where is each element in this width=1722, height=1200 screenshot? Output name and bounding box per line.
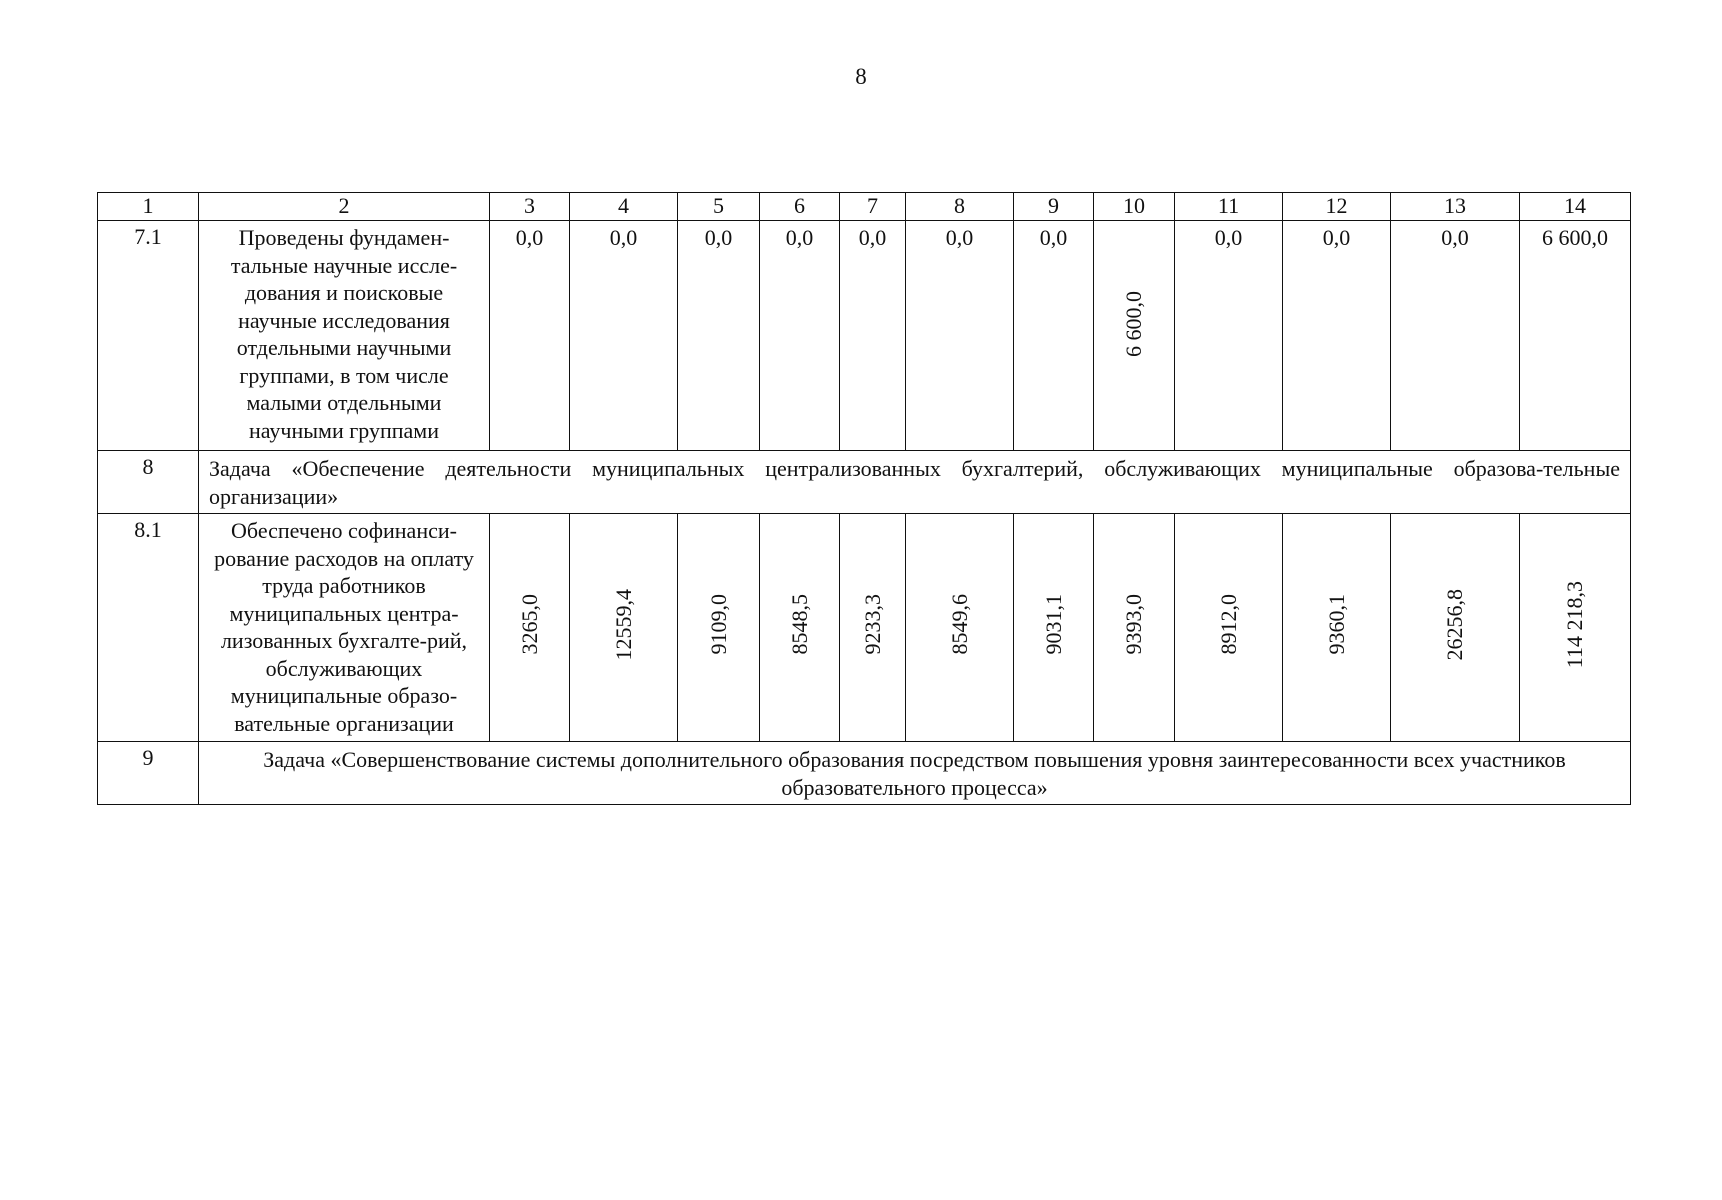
page-number: 8 (855, 64, 867, 89)
value-cell-rotated (1520, 514, 1631, 742)
rotated-value: 6 600,0 (1121, 291, 1147, 357)
task-description: Задача «Совершенствование системы дополнительного образования посредством повышения уровня заинтересованности всех участников образовательного процесса» (199, 742, 1631, 805)
table-row-7-1 (98, 221, 1631, 451)
value-cell-rotated (906, 514, 1014, 742)
value-cell: 0,0 (1391, 221, 1520, 451)
rotated-value: 26256,8 (1442, 588, 1468, 661)
value-cell: 0,0 (906, 221, 1014, 451)
value-cell: 0,0 (678, 221, 760, 451)
rotated-value: 12559,4 (610, 588, 636, 661)
row-number: 9 (98, 742, 199, 805)
header-cell: 7 (840, 193, 906, 221)
table-row-task-8 (98, 451, 1631, 514)
row-description: Обеспечено софинанси-рование расходов на оплату труда работников муниципальных центра-лизованных бухгалте-рий, обслуживающих муниципальные образо-вательные организации (199, 514, 490, 742)
table-row-8-1 (98, 514, 1631, 742)
header-cell: 13 (1391, 193, 1520, 221)
header-cell: 3 (490, 193, 570, 221)
rotated-value: 9109,0 (705, 594, 731, 655)
header-cell: 14 (1520, 193, 1631, 221)
rotated-value: 114 218,3 (1562, 581, 1588, 669)
row-description: Проведены фундамен-тальные научные иссле-дования и поисковые научные исследования отдельными научными группами, в том числе малыми отдельными научными группами (199, 221, 490, 451)
rotated-value: 8912,0 (1215, 594, 1241, 655)
value-cell: 0,0 (1175, 221, 1283, 451)
value-cell: 0,0 (490, 221, 570, 451)
table-header-row (98, 193, 1631, 221)
header-cell: 4 (570, 193, 678, 221)
row-number: 8.1 (98, 514, 199, 742)
task-description: Задача «Обеспечение деятельности муниципальных централизованных бухгалтерий, обслуживающих муниципальные образова-тельные организации» (199, 451, 1631, 514)
value-cell-rotated (490, 514, 570, 742)
rotated-value: 8549,6 (946, 594, 972, 655)
header-cell: 9 (1014, 193, 1094, 221)
header-cell: 2 (199, 193, 490, 221)
value-cell-rotated (840, 514, 906, 742)
rotated-value: 8548,5 (786, 594, 812, 655)
table-row-task-9 (98, 742, 1631, 805)
value-cell: 0,0 (760, 221, 840, 451)
header-cell: 6 (760, 193, 840, 221)
rotated-value: 9393,0 (1121, 594, 1147, 655)
header-cell: 10 (1094, 193, 1175, 221)
value-cell: 0,0 (1283, 221, 1391, 451)
value-cell-rotated (1094, 514, 1175, 742)
row-number: 8 (98, 451, 199, 514)
header-cell: 8 (906, 193, 1014, 221)
value-cell-rotated (1014, 514, 1094, 742)
value-cell: 0,0 (840, 221, 906, 451)
header-cell: 1 (98, 193, 199, 221)
header-cell: 5 (678, 193, 760, 221)
rotated-value: 3265,0 (516, 594, 542, 655)
value-cell-rotated (570, 514, 678, 742)
value-cell-rotated (1094, 221, 1175, 451)
header-cell: 12 (1283, 193, 1391, 221)
row-number: 7.1 (98, 221, 199, 451)
value-cell-rotated (1175, 514, 1283, 742)
value-cell: 0,0 (570, 221, 678, 451)
rotated-value: 9031,1 (1040, 594, 1066, 655)
value-cell-rotated (678, 514, 760, 742)
value-cell-rotated (1391, 514, 1520, 742)
value-cell: 6 600,0 (1520, 221, 1631, 451)
value-cell-rotated (1283, 514, 1391, 742)
rotated-value: 9360,1 (1323, 594, 1349, 655)
header-cell: 11 (1175, 193, 1283, 221)
budget-table (97, 192, 1631, 805)
value-cell-rotated (760, 514, 840, 742)
value-cell: 0,0 (1014, 221, 1094, 451)
rotated-value: 9233,3 (859, 594, 885, 655)
